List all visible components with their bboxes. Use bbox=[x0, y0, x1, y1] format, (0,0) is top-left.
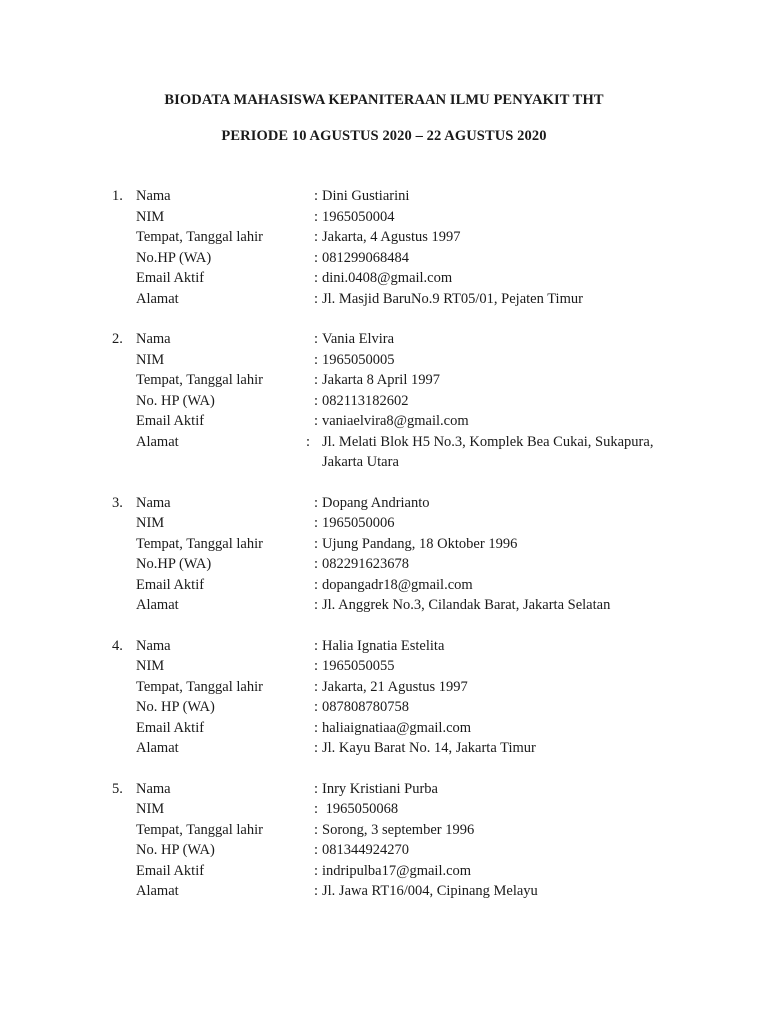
field-value: : Ujung Pandang, 18 Oktober 1996 bbox=[314, 535, 518, 552]
field-row-nim bbox=[0, 513, 768, 534]
field-value-text: Jl. Melati Blok H5 No.3, Komplek Bea Cukai, Sukapura, Jakarta Utara bbox=[322, 433, 654, 470]
field-label: Alamat bbox=[136, 740, 179, 756]
field-value-text: 082113182602 bbox=[322, 392, 409, 409]
field-value: : 082291623678 bbox=[314, 556, 409, 572]
field-label: Tempat, Tanggal lahir bbox=[136, 678, 263, 695]
field-value-text: Ujung Pandang, 18 Oktober 1996 bbox=[322, 535, 518, 552]
field-label: No.HP (WA) bbox=[136, 556, 212, 572]
field-label: Email Aktif bbox=[136, 576, 205, 593]
field-label: No.HP (WA) bbox=[136, 249, 212, 266]
field-value-text: haliaignatiaa@gmail.com bbox=[322, 719, 472, 736]
field-value-text: Jakarta 8 April 1997 bbox=[322, 372, 440, 388]
field-value: : Jl. Anggrek No.3, Cilandak Barat, Jakarta Selatan bbox=[314, 597, 611, 613]
field-label: Tempat, Tanggal lahir bbox=[136, 821, 263, 838]
field-label: NIM bbox=[136, 515, 165, 531]
field-label: Alamat bbox=[136, 883, 179, 899]
field-label: Nama bbox=[136, 637, 171, 654]
field-label: Tempat, Tanggal lahir bbox=[136, 372, 263, 388]
field-row-birth bbox=[0, 820, 768, 841]
student-list bbox=[0, 186, 768, 922]
field-value: : Dopang Andrianto bbox=[314, 494, 430, 511]
field-label: No. HP (WA) bbox=[136, 392, 215, 409]
field-row-nim bbox=[0, 207, 768, 228]
entry-number: 4. bbox=[112, 637, 123, 654]
field-value: : haliaignatiaa@gmail.com bbox=[314, 719, 472, 736]
field-value-text: 081344924270 bbox=[322, 842, 409, 858]
field-row-birth bbox=[0, 534, 768, 555]
field-label: Nama bbox=[136, 494, 171, 511]
field-value-text: dopangadr18@gmail.com bbox=[322, 576, 473, 593]
field-value: : 081299068484 bbox=[314, 249, 409, 266]
field-row-address bbox=[0, 881, 768, 902]
field-label: Tempat, Tanggal lahir bbox=[136, 229, 263, 245]
field-label: Email Aktif bbox=[136, 862, 205, 879]
field-value: : 1965050068 bbox=[314, 801, 399, 817]
field-label: NIM bbox=[136, 208, 165, 225]
field-value-text: Inry Kristiani Purba bbox=[322, 780, 438, 797]
field-label: NIM bbox=[136, 658, 165, 674]
field-label: No. HP (WA) bbox=[136, 842, 215, 858]
field-value-text: 1965050004 bbox=[322, 208, 395, 225]
field-value-text: Halia Ignatia Estelita bbox=[322, 637, 445, 654]
field-value-text: Jl. Kayu Barat No. 14, Jakarta Timur bbox=[322, 740, 536, 756]
student-entry bbox=[0, 636, 768, 759]
entry-number: 3. bbox=[112, 494, 123, 511]
field-label: Alamat bbox=[136, 290, 179, 307]
field-value-text: Jl. Masjid BaruNo.9 RT05/01, Pejaten Timur bbox=[322, 290, 583, 307]
field-value: : 1965050004 bbox=[314, 208, 395, 225]
field-value: : Halia Ignatia Estelita bbox=[314, 637, 445, 654]
field-value: : Jakarta, 21 Agustus 1997 bbox=[314, 678, 468, 695]
field-value: : Jl. Melati Blok H5 No.3, Komplek Bea Cukai, Sukapura, Jakarta Utara bbox=[306, 433, 654, 470]
field-value-text: Sorong, 3 september 1996 bbox=[322, 821, 475, 838]
field-value-text: 087808780758 bbox=[322, 699, 409, 715]
field-value: : Inry Kristiani Purba bbox=[314, 780, 438, 797]
field-value: : Jl. Kayu Barat No. 14, Jakarta Timur bbox=[314, 740, 536, 756]
field-value: : 081344924270 bbox=[314, 842, 409, 858]
field-value: : Sorong, 3 september 1996 bbox=[314, 821, 475, 838]
field-value: : Jakarta, 4 Agustus 1997 bbox=[314, 229, 461, 245]
field-value: : dini.0408@gmail.com bbox=[314, 270, 453, 286]
field-row-nama bbox=[0, 329, 768, 350]
document-period: PERIODE 10 AGUSTUS 2020 – 22 AGUSTUS 2020 bbox=[221, 128, 547, 144]
field-row-address bbox=[0, 432, 768, 473]
field-value: : vaniaelvira8@gmail.com bbox=[314, 413, 469, 429]
entry-number: 2. bbox=[112, 331, 123, 347]
field-value: : 087808780758 bbox=[314, 699, 409, 715]
field-value: : Jakarta 8 April 1997 bbox=[314, 372, 440, 388]
field-row-nama bbox=[0, 636, 768, 657]
field-value-text: Jl. Jawa RT16/004, Cipinang Melayu bbox=[322, 883, 538, 899]
field-label: Nama bbox=[136, 188, 171, 204]
field-value-text: Jakarta, 4 Agustus 1997 bbox=[322, 229, 461, 245]
field-value: : 1965050055 bbox=[314, 658, 395, 674]
student-entry bbox=[0, 493, 768, 616]
field-value: : Jl. Jawa RT16/004, Cipinang Melayu bbox=[314, 883, 538, 899]
field-value-text: Dopang Andrianto bbox=[322, 494, 430, 511]
field-row-phone bbox=[0, 840, 768, 861]
field-value-text: vaniaelvira8@gmail.com bbox=[322, 413, 469, 429]
field-value-text: 1965050006 bbox=[322, 515, 395, 531]
field-row-email bbox=[0, 411, 768, 432]
field-value-text: Dini Gustiarini bbox=[322, 188, 410, 204]
field-value-text: indripulba17@gmail.com bbox=[322, 862, 472, 879]
field-value: : Vania Elvira bbox=[314, 331, 395, 347]
field-row-phone bbox=[0, 391, 768, 412]
field-row-nama bbox=[0, 779, 768, 800]
field-row-nim bbox=[0, 656, 768, 677]
field-label: Alamat bbox=[136, 433, 179, 450]
field-label: NIM bbox=[136, 801, 165, 817]
field-value: : dopangadr18@gmail.com bbox=[314, 576, 473, 593]
student-entry bbox=[0, 186, 768, 309]
field-label: Nama bbox=[136, 331, 171, 347]
field-label: NIM bbox=[136, 351, 165, 368]
field-label: Tempat, Tanggal lahir bbox=[136, 535, 263, 552]
field-row-email bbox=[0, 575, 768, 596]
field-row-phone bbox=[0, 697, 768, 718]
field-row-nama bbox=[0, 493, 768, 514]
entry-number: 1. bbox=[112, 188, 123, 204]
field-label: Alamat bbox=[136, 597, 179, 613]
field-value-text: 1965050055 bbox=[322, 658, 395, 674]
field-row-birth bbox=[0, 677, 768, 698]
document-title: BIODATA MAHASISWA KEPANITERAAN ILMU PENYAKIT THT bbox=[164, 92, 604, 108]
field-value: : Jl. Masjid BaruNo.9 RT05/01, Pejaten Timur bbox=[314, 290, 583, 307]
field-label: Email Aktif bbox=[136, 270, 205, 286]
field-value-text: 081299068484 bbox=[322, 249, 409, 266]
student-entry bbox=[0, 779, 768, 902]
field-label: No. HP (WA) bbox=[136, 699, 215, 715]
field-value: : 1965050005 bbox=[314, 351, 395, 368]
field-row-nama bbox=[0, 186, 768, 207]
field-value-text: Jl. Anggrek No.3, Cilandak Barat, Jakarta Selatan bbox=[322, 597, 611, 613]
field-label: Email Aktif bbox=[136, 719, 205, 736]
field-row-phone bbox=[0, 554, 768, 575]
field-row-email bbox=[0, 268, 768, 289]
field-value: : 082113182602 bbox=[314, 392, 409, 409]
field-value-text: dini.0408@gmail.com bbox=[322, 270, 453, 286]
field-row-phone bbox=[0, 248, 768, 269]
field-row-email bbox=[0, 861, 768, 882]
field-value-text: 082291623678 bbox=[322, 556, 409, 572]
field-row-birth bbox=[0, 370, 768, 391]
field-row-address bbox=[0, 595, 768, 616]
field-row-email bbox=[0, 718, 768, 739]
field-value: : Dini Gustiarini bbox=[314, 188, 410, 204]
entry-number: 5. bbox=[112, 780, 123, 797]
field-row-nim bbox=[0, 350, 768, 371]
field-value-text: Jakarta, 21 Agustus 1997 bbox=[322, 678, 468, 695]
field-value-text: Vania Elvira bbox=[322, 331, 395, 347]
field-row-address bbox=[0, 289, 768, 310]
field-value-text: 1965050068 bbox=[322, 801, 399, 817]
field-value: : indripulba17@gmail.com bbox=[314, 862, 472, 879]
field-row-birth bbox=[0, 227, 768, 248]
field-label: Nama bbox=[136, 780, 171, 797]
field-row-address bbox=[0, 738, 768, 759]
field-value-text: 1965050005 bbox=[322, 351, 395, 368]
field-label: Email Aktif bbox=[136, 413, 205, 429]
student-entry bbox=[0, 329, 768, 473]
field-value: : 1965050006 bbox=[314, 515, 395, 531]
field-row-nim bbox=[0, 799, 768, 820]
